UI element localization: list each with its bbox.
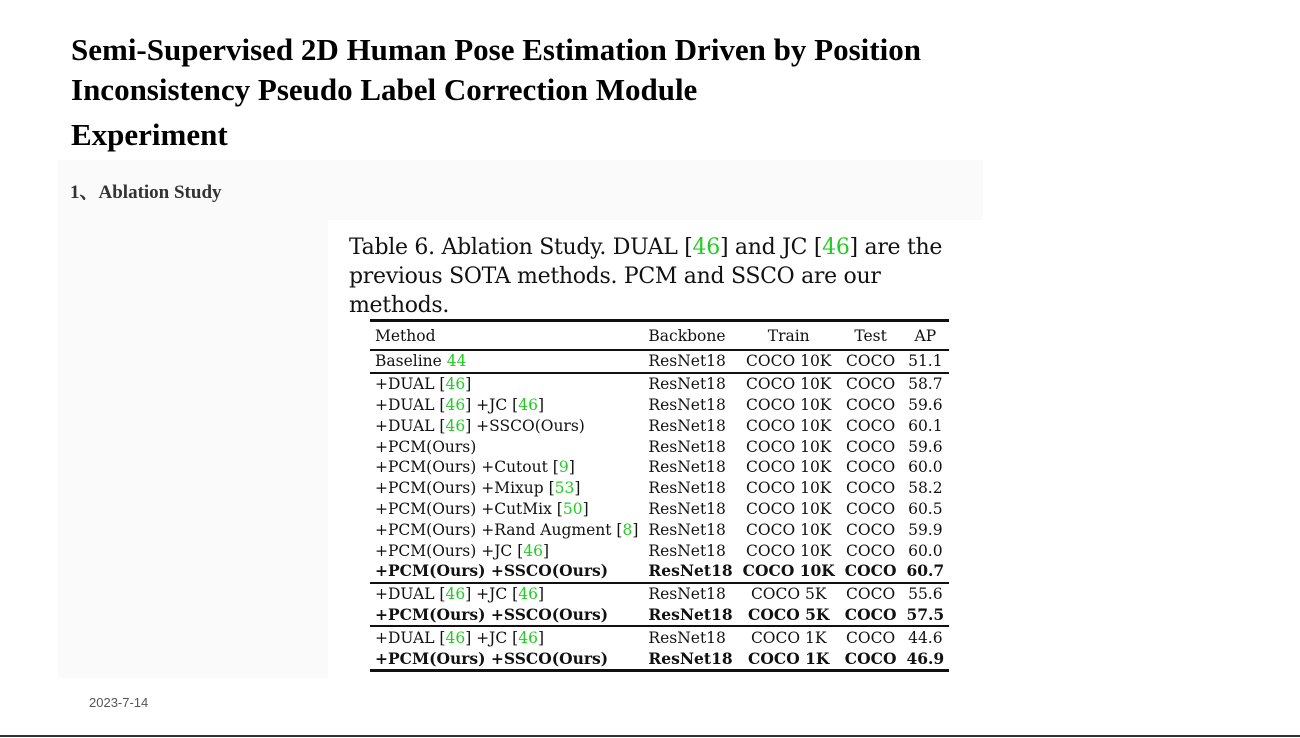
table-row bbox=[370, 436, 949, 457]
cell-test: COCO bbox=[846, 520, 896, 539]
slide-title: Semi-Supervised 2D Human Pose Estimation Driven by Position Inconsistency Pseudo Label Correction Module bbox=[71, 32, 921, 107]
ablation-table bbox=[370, 319, 949, 672]
method-text: ] bbox=[537, 628, 545, 647]
table-row bbox=[370, 648, 949, 670]
cell-train: COCO 10K bbox=[738, 373, 840, 395]
caption-text: ] are the previous SOTA methods. PCM and SSCO are our methods. bbox=[349, 235, 943, 318]
cell-method bbox=[370, 605, 643, 627]
table-row bbox=[370, 478, 949, 499]
method-text: ] bbox=[465, 375, 472, 394]
table-row bbox=[370, 373, 949, 395]
method-text: ] bbox=[582, 499, 589, 518]
method-text: +DUAL [ bbox=[375, 585, 446, 604]
method-text: +DUAL [ bbox=[375, 628, 446, 647]
citation-ref: 46 bbox=[518, 585, 538, 604]
citation-ref: 44 bbox=[446, 352, 467, 371]
cell-backbone: ResNet18 bbox=[648, 479, 726, 498]
cell-train: COCO 5K bbox=[748, 604, 830, 624]
cell-test: COCO bbox=[846, 479, 896, 498]
cell-ap: 60.5 bbox=[908, 499, 943, 518]
cell-method bbox=[370, 583, 643, 605]
cell-test: COCO bbox=[840, 583, 902, 605]
cell-test: COCO bbox=[846, 437, 896, 456]
table-row bbox=[370, 499, 949, 520]
method-text: ] +SSCO(Ours) bbox=[465, 416, 585, 435]
table-row bbox=[370, 415, 949, 436]
cell-method bbox=[370, 478, 643, 499]
header-test: Test bbox=[840, 321, 902, 351]
citation-ref: 46 bbox=[445, 375, 466, 394]
cell-ap: 44.6 bbox=[901, 626, 949, 648]
cell-test: COCO bbox=[846, 541, 896, 560]
method-text: +DUAL [ bbox=[375, 395, 446, 414]
cell-method bbox=[370, 373, 643, 395]
method-text: +DUAL [ bbox=[375, 375, 446, 394]
cell-backbone: ResNet18 bbox=[648, 541, 726, 560]
cell-ap: 60.7 bbox=[906, 561, 945, 581]
cell-test: COCO bbox=[844, 604, 897, 624]
method-text: ] bbox=[543, 541, 550, 560]
method-text: ] bbox=[568, 458, 575, 477]
cell-train: COCO 10K bbox=[746, 479, 832, 498]
cell-method bbox=[370, 415, 643, 436]
cell-train: COCO 10K bbox=[746, 520, 832, 539]
method-text: ] bbox=[574, 479, 581, 498]
citation-ref: 46 bbox=[692, 235, 720, 260]
cell-ap: 60.0 bbox=[908, 458, 943, 477]
cell-train: COCO 10K bbox=[746, 499, 832, 518]
table-row bbox=[370, 626, 949, 648]
section-heading: 1、Ablation Study bbox=[70, 182, 222, 203]
slide-subtitle: Experiment bbox=[71, 117, 228, 152]
cell-backbone: ResNet18 bbox=[648, 458, 726, 477]
cell-ap: 59.9 bbox=[908, 520, 943, 539]
cell-method bbox=[370, 350, 643, 373]
method-text: ] bbox=[537, 585, 545, 604]
cell-ap: 60.0 bbox=[908, 541, 943, 560]
citation-ref: 46 bbox=[445, 628, 466, 647]
citation-ref: 46 bbox=[822, 235, 850, 260]
cell-ap: 58.2 bbox=[908, 479, 943, 498]
cell-ap: 60.1 bbox=[908, 416, 943, 435]
method-text: Baseline bbox=[375, 352, 447, 371]
caption-text: Table 6. Ablation Study. DUAL [ bbox=[349, 235, 693, 260]
method-text: +PCM(Ours) +Cutout [ bbox=[375, 458, 559, 477]
cell-backbone: ResNet18 bbox=[648, 395, 726, 414]
cell-train: COCO 10K bbox=[746, 437, 832, 456]
method-text: +PCM(Ours) +SSCO(Ours) bbox=[375, 648, 609, 668]
table-row bbox=[370, 457, 949, 478]
cell-test: COCO bbox=[844, 648, 897, 668]
cell-train: COCO 1K bbox=[738, 626, 840, 648]
method-text: +PCM(Ours) +Rand Augment [ bbox=[375, 520, 623, 539]
cell-method bbox=[370, 519, 643, 540]
cell-method bbox=[370, 436, 643, 457]
table-row bbox=[370, 350, 949, 373]
cell-test: COCO bbox=[846, 352, 896, 371]
cell-backbone: ResNet18 bbox=[643, 626, 737, 648]
citation-ref: 46 bbox=[518, 628, 538, 647]
cell-train: COCO 10K bbox=[746, 352, 832, 371]
citation-ref: 46 bbox=[445, 395, 466, 414]
method-text: +PCM(Ours) bbox=[375, 437, 477, 456]
cell-ap: 57.5 bbox=[906, 604, 945, 624]
cell-backbone: ResNet18 bbox=[648, 499, 726, 518]
table-row bbox=[370, 605, 949, 627]
cell-ap: 58.7 bbox=[901, 373, 949, 395]
cell-method bbox=[370, 648, 643, 670]
cell-ap: 55.6 bbox=[901, 583, 949, 605]
method-text: ] +JC [ bbox=[465, 628, 519, 647]
method-text: +PCM(Ours) +Mixup [ bbox=[375, 479, 555, 498]
method-text: +PCM(Ours) +CutMix [ bbox=[375, 499, 563, 518]
table-row bbox=[370, 395, 949, 416]
slide-date: 2023-7-14 bbox=[89, 695, 149, 710]
footer-divider bbox=[0, 735, 1300, 737]
citation-ref: 46 bbox=[518, 395, 538, 414]
cell-test: COCO bbox=[846, 458, 896, 477]
cell-test: COCO bbox=[846, 416, 896, 435]
cell-train: COCO 5K bbox=[738, 583, 840, 605]
header-backbone: Backbone bbox=[643, 321, 737, 351]
table-row bbox=[370, 540, 949, 561]
citation-ref: 50 bbox=[562, 499, 583, 518]
cell-test: COCO bbox=[844, 561, 897, 581]
cell-backbone: ResNet18 bbox=[643, 583, 737, 605]
caption-text: ] and JC [ bbox=[719, 235, 823, 260]
cell-train: COCO 10K bbox=[746, 395, 832, 414]
cell-test: COCO bbox=[846, 395, 896, 414]
cell-backbone: ResNet18 bbox=[648, 604, 733, 624]
cell-train: COCO 10K bbox=[746, 458, 832, 477]
cell-ap: 46.9 bbox=[906, 648, 945, 668]
cell-method bbox=[370, 457, 643, 478]
method-text: ] bbox=[537, 395, 545, 414]
cell-train: COCO 10K bbox=[746, 541, 832, 560]
cell-backbone: ResNet18 bbox=[648, 437, 726, 456]
citation-ref: 46 bbox=[445, 416, 466, 435]
method-text: +PCM(Ours) +SSCO(Ours) bbox=[375, 604, 609, 624]
method-text: +PCM(Ours) +SSCO(Ours) bbox=[375, 561, 609, 581]
figure-background-top bbox=[328, 160, 983, 220]
cell-train: COCO 1K bbox=[748, 648, 830, 668]
cell-train: COCO 10K bbox=[746, 416, 832, 435]
citation-ref: 8 bbox=[622, 520, 633, 539]
cell-backbone: ResNet18 bbox=[648, 648, 733, 668]
cell-method bbox=[370, 395, 643, 416]
citation-ref: 9 bbox=[558, 458, 569, 477]
cell-backbone: ResNet18 bbox=[648, 561, 733, 581]
header-ap: AP bbox=[901, 321, 949, 351]
method-text: +PCM(Ours) +JC [ bbox=[375, 541, 524, 560]
citation-ref: 46 bbox=[523, 541, 543, 560]
table-body bbox=[370, 350, 949, 670]
citation-ref: 46 bbox=[445, 585, 466, 604]
table-row bbox=[370, 561, 949, 583]
header-train: Train bbox=[738, 321, 840, 351]
method-text: ] +JC [ bbox=[465, 585, 519, 604]
table-row bbox=[370, 583, 949, 605]
cell-backbone: ResNet18 bbox=[648, 520, 726, 539]
cell-ap: 51.1 bbox=[908, 352, 943, 371]
method-text: ] bbox=[632, 520, 639, 539]
cell-test: COCO bbox=[840, 373, 902, 395]
cell-backbone: ResNet18 bbox=[648, 352, 726, 371]
cell-test: COCO bbox=[840, 626, 902, 648]
cell-method bbox=[370, 540, 643, 561]
table-caption bbox=[349, 233, 979, 320]
method-text: ] +JC [ bbox=[465, 395, 519, 414]
cell-backbone: ResNet18 bbox=[643, 373, 737, 395]
cell-ap: 59.6 bbox=[908, 395, 943, 414]
cell-method bbox=[370, 499, 643, 520]
cell-backbone: ResNet18 bbox=[648, 416, 726, 435]
cell-method bbox=[370, 561, 643, 583]
header-method: Method bbox=[370, 321, 643, 351]
cell-method bbox=[370, 626, 643, 648]
citation-ref: 53 bbox=[554, 479, 575, 498]
cell-test: COCO bbox=[846, 499, 896, 518]
cell-ap: 59.6 bbox=[908, 437, 943, 456]
cell-train: COCO 10K bbox=[742, 561, 835, 581]
table-header-row bbox=[370, 321, 949, 351]
method-text: +DUAL [ bbox=[375, 416, 446, 435]
table-row bbox=[370, 519, 949, 540]
figure-background-left bbox=[58, 160, 328, 678]
